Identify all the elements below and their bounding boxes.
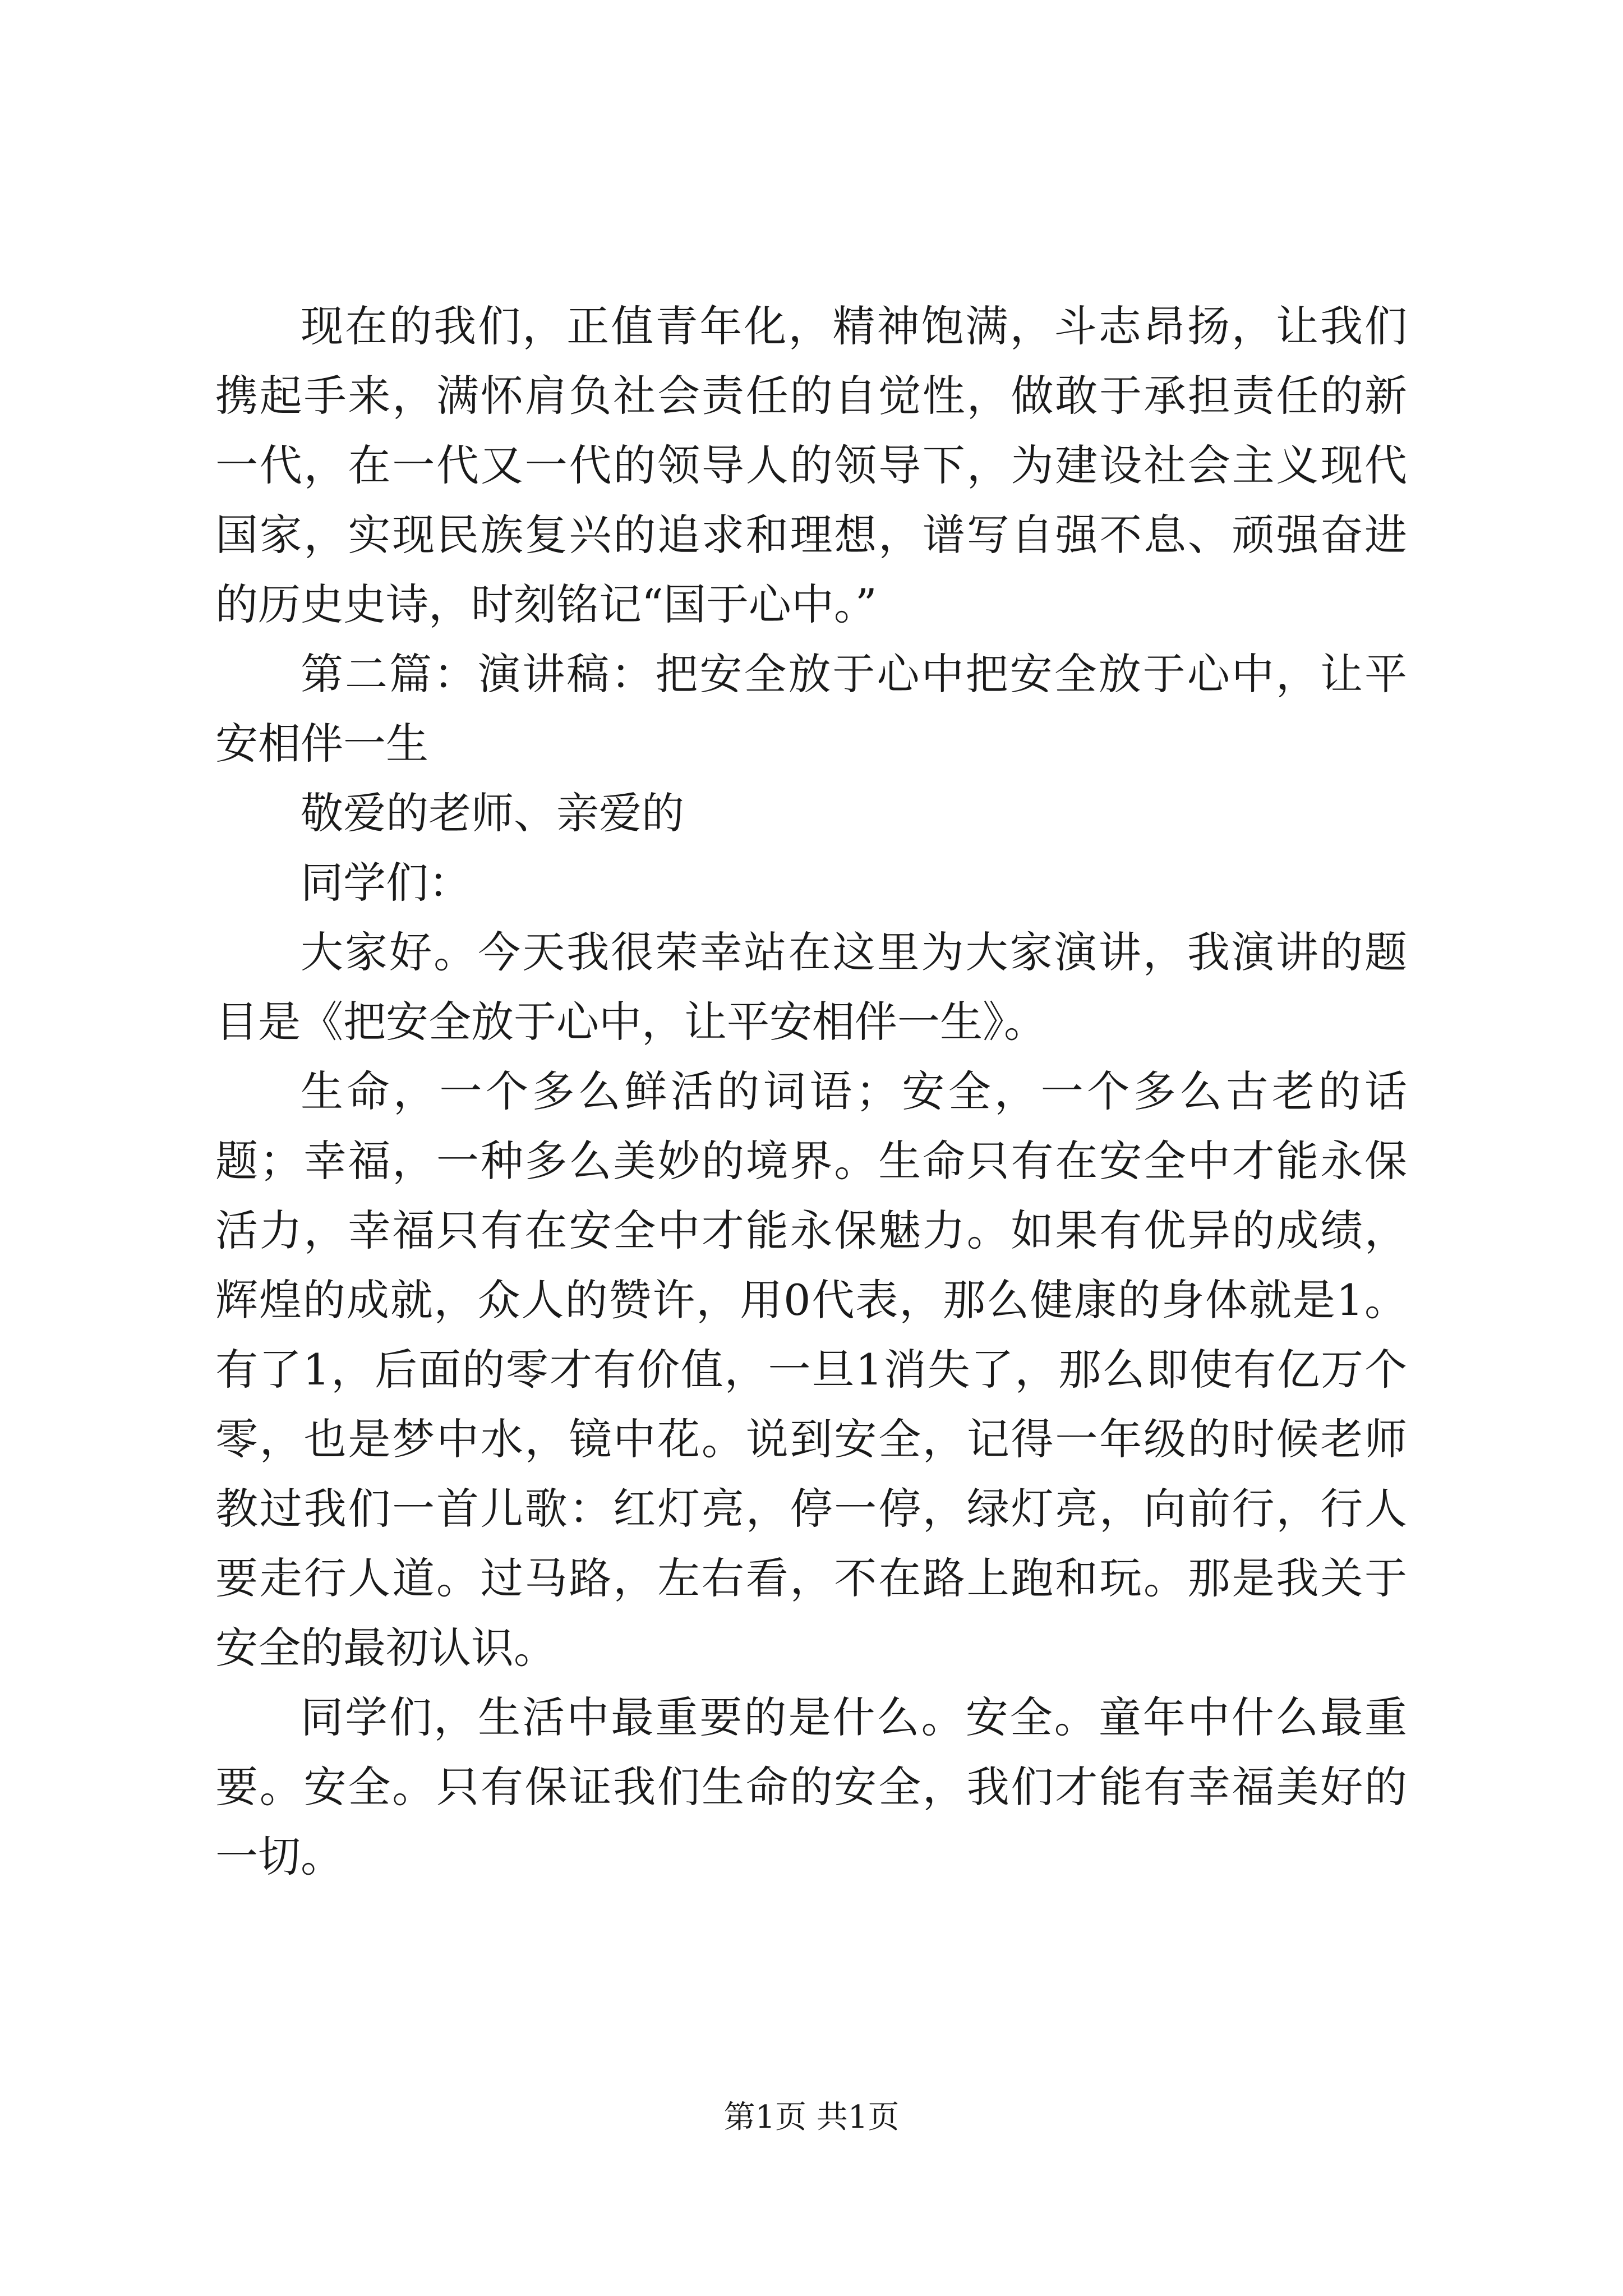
paragraph-1: 现在的我们，正值青年化，精神饱满，斗志昂扬，让我们携起手来，满怀肩负社会责任的自觉性，做敢于承担责任的新一代，在一代又一代的领导人的领导下，为建设社会主义现代国家，实现民族复兴的追求和理想，谱写自强不息、顽强奋进的历史史诗，时刻铭记“国于心中。” xyxy=(215,301,1407,629)
page-footer: 第1页 共1页 xyxy=(723,2099,900,2136)
paragraph-5: 大家好。今天我很荣幸站在这里为大家演讲，我演讲的题目是《把安全放于心中，让平安相伴一生》。 xyxy=(215,927,1407,1047)
paragraph-6: 生命，一个多么鲜活的词语；安全，一个多么古老的话题；幸福，一种多么美妙的境界。生命只有在安全中才能永保活力，幸福只有在安全中才能永保魅力。如果有优异的成绩，辉煌的成就，众人的赞许，用0代表，那么健康的身体就是1。有了1，后面的零才有价值，一旦1消失了，那么即使有亿万个零，也是梦中水，镜中花。说到安全，记得一年级的时候老师教过我们一首儿歌：红灯亮，停一停，绿灯亮，向前行，行人要走行人道。过马路，左右看，不在路上跑和玩。那是我关于安全的最初认识。 xyxy=(215,1066,1407,1673)
paragraph-3-salutation: 敬爱的老师、亲爱的 xyxy=(301,788,684,838)
paragraph-7: 同学们，生活中最重要的是什么。安全。童年中什么最重要。安全。只有保证我们生命的安全，我们才能有幸福美好的一切。 xyxy=(215,1692,1407,1881)
paragraph-4-salutation: 同学们： xyxy=(301,858,471,908)
document-body xyxy=(215,292,1407,1892)
paragraph-2-section-title: 第二篇：演讲稿：把安全放于心中把安全放于心中，让平安相伴一生 xyxy=(215,649,1407,769)
